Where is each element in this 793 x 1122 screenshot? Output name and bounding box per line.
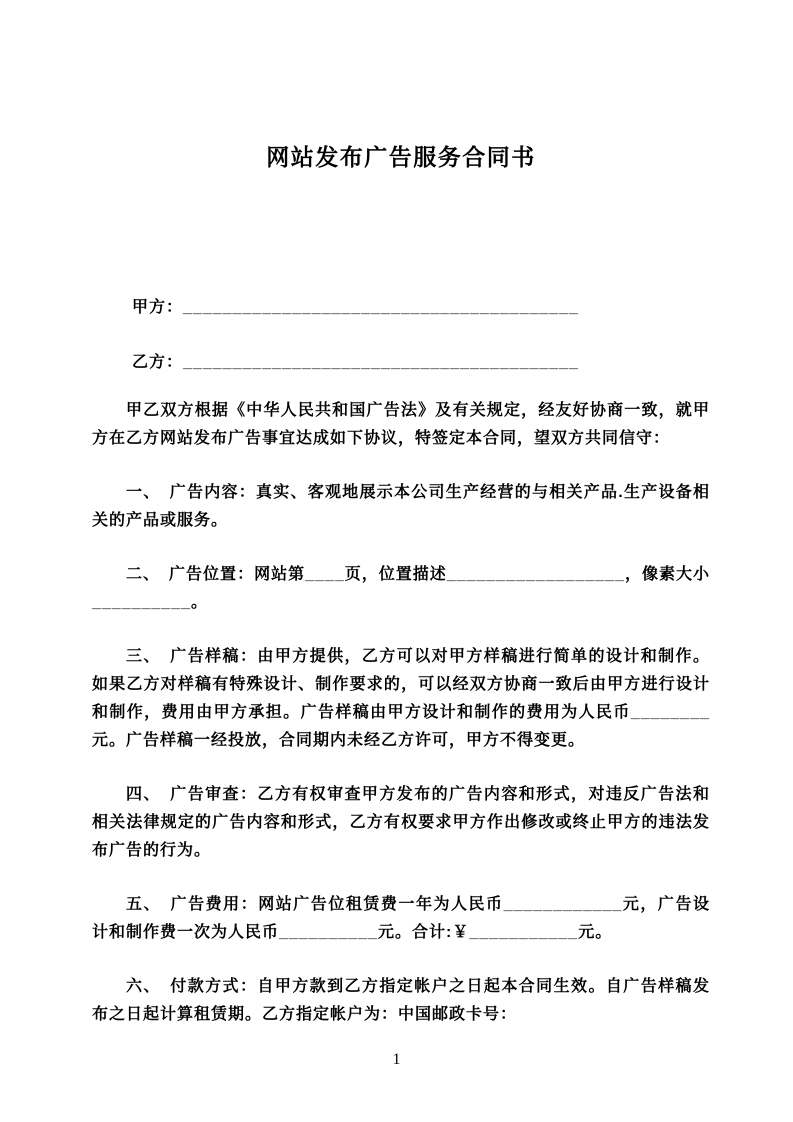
clause-5-ad-fees: 五、 广告费用：网站广告位租赁费一年为人民币____________元，广告设计和制作费一次为人民币__________元。合计:￥___________元。 [92, 896, 710, 941]
page-title: 网站发布广告服务合同书 [266, 144, 536, 170]
party-b-label: 乙方： [132, 354, 184, 371]
party-b-blank: ________________________________________ [183, 354, 579, 371]
party-a-line [92, 294, 710, 322]
clause-1-ad-content: 一、 广告内容：真实、客观地展示本公司生产经营的与相关产品.生产设备相关的产品或服务。 [92, 484, 710, 529]
page-number: 1 [392, 1051, 401, 1068]
clause-4-ad-review: 四、 广告审查：乙方有权审查甲方发布的广告内容和形式，对违反广告法和相关法律规定的广告内容和形式，乙方有权要求甲方作出修改或终止甲方的违法发布广告的行为。 [92, 786, 710, 859]
party-a-blank: ________________________________________ [183, 299, 579, 316]
party-a-label: 甲方： [132, 299, 184, 316]
clause-6-payment-method: 六、 付款方式：自甲方款到乙方指定帐户之日起本合同生效。自广告样稿发布之日起计算租赁期。乙方指定帐户为：中国邮政卡号： [92, 978, 710, 1023]
clause-3-ad-draft: 三、 广告样稿：由甲方提供，乙方可以对甲方样稿进行简单的设计和制作。如果乙方对样稿有特殊设计、制作要求的，可以经双方协商一致后由甲方进行设计和制作，费用由甲方承担。广告样稿由甲方设计和制作的费用为人民币________元。广告样稿一经投放，合同期内未经乙方许可，甲方不得变更。 [92, 648, 710, 749]
clause-2-ad-position: 二、 广告位置：网站第____页，位置描述__________________，像素大小__________。 [92, 566, 710, 611]
intro-paragraph: 甲乙双方根据《中华人民共和国广告法》及有关规定，经友好协商一致，就甲方在乙方网站发布广告事宜达成如下协议，特签定本合同，望双方共同信守： [92, 402, 710, 447]
party-b-line [92, 349, 710, 377]
